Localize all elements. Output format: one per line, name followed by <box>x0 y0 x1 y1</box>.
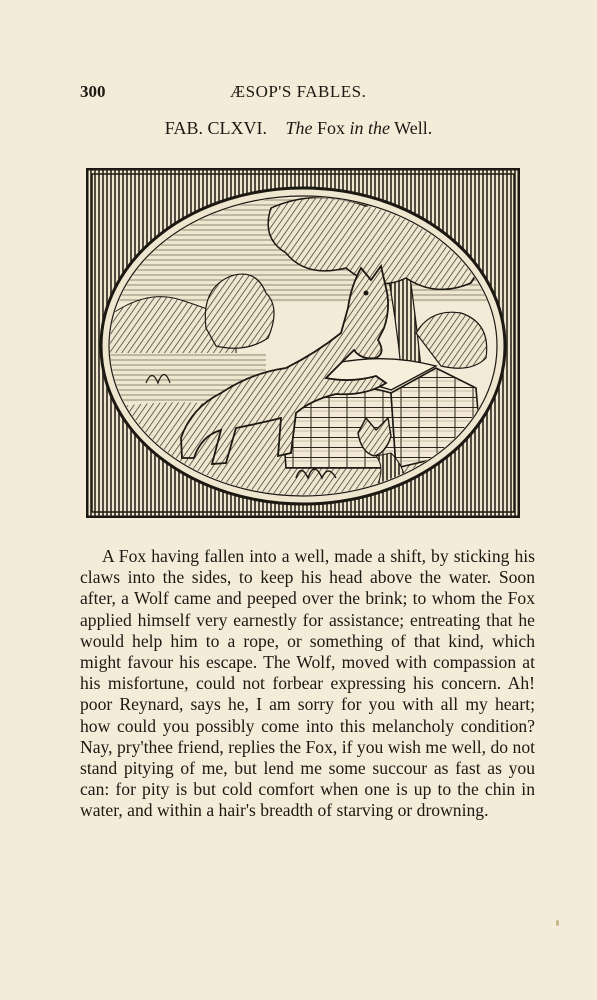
fable-title-the: The <box>285 118 313 138</box>
running-head <box>80 82 535 104</box>
fable-body <box>80 546 535 822</box>
fable-title-well: Well. <box>394 118 433 138</box>
fable-number: FAB. CLXVI. <box>164 118 267 138</box>
page-number: 300 <box>80 82 106 101</box>
fable-title-in-the: in the <box>349 118 390 138</box>
woodcut-fox-in-well-icon <box>86 168 520 518</box>
fable-title-fox: Fox <box>316 118 345 138</box>
woodcut-illustration <box>86 168 520 518</box>
fable-heading <box>0 118 597 139</box>
fable-body-paragraph: A Fox having fallen into a well, made a shift, by sticking his claws into the sides, to keep his head above the water. Soon after, a Wolf came and peeped over the brink; to whom the Fox applied himself very earnestly for assistance; entreating that he would help him to a rope, or something of that kind, which might favour his escape. The Wolf, moved with compassion at his misfortune, could not forbear expressing his concern. Ah! poor Reynard, says he, I am sorry for you with all my heart; how could you possibly come into this melancholy condition? Nay, pry'thee friend, replies the Fox, if you wish me well, do not stand pitying of me, but lend me some succour as fast as you can: for pity is but cold comfort when one is up to the chin in water, and within a hair's breadth of starving or drowning. <box>80 546 535 821</box>
book-title: ÆSOP'S FABLES. <box>230 82 367 101</box>
paper-speck <box>556 920 559 926</box>
